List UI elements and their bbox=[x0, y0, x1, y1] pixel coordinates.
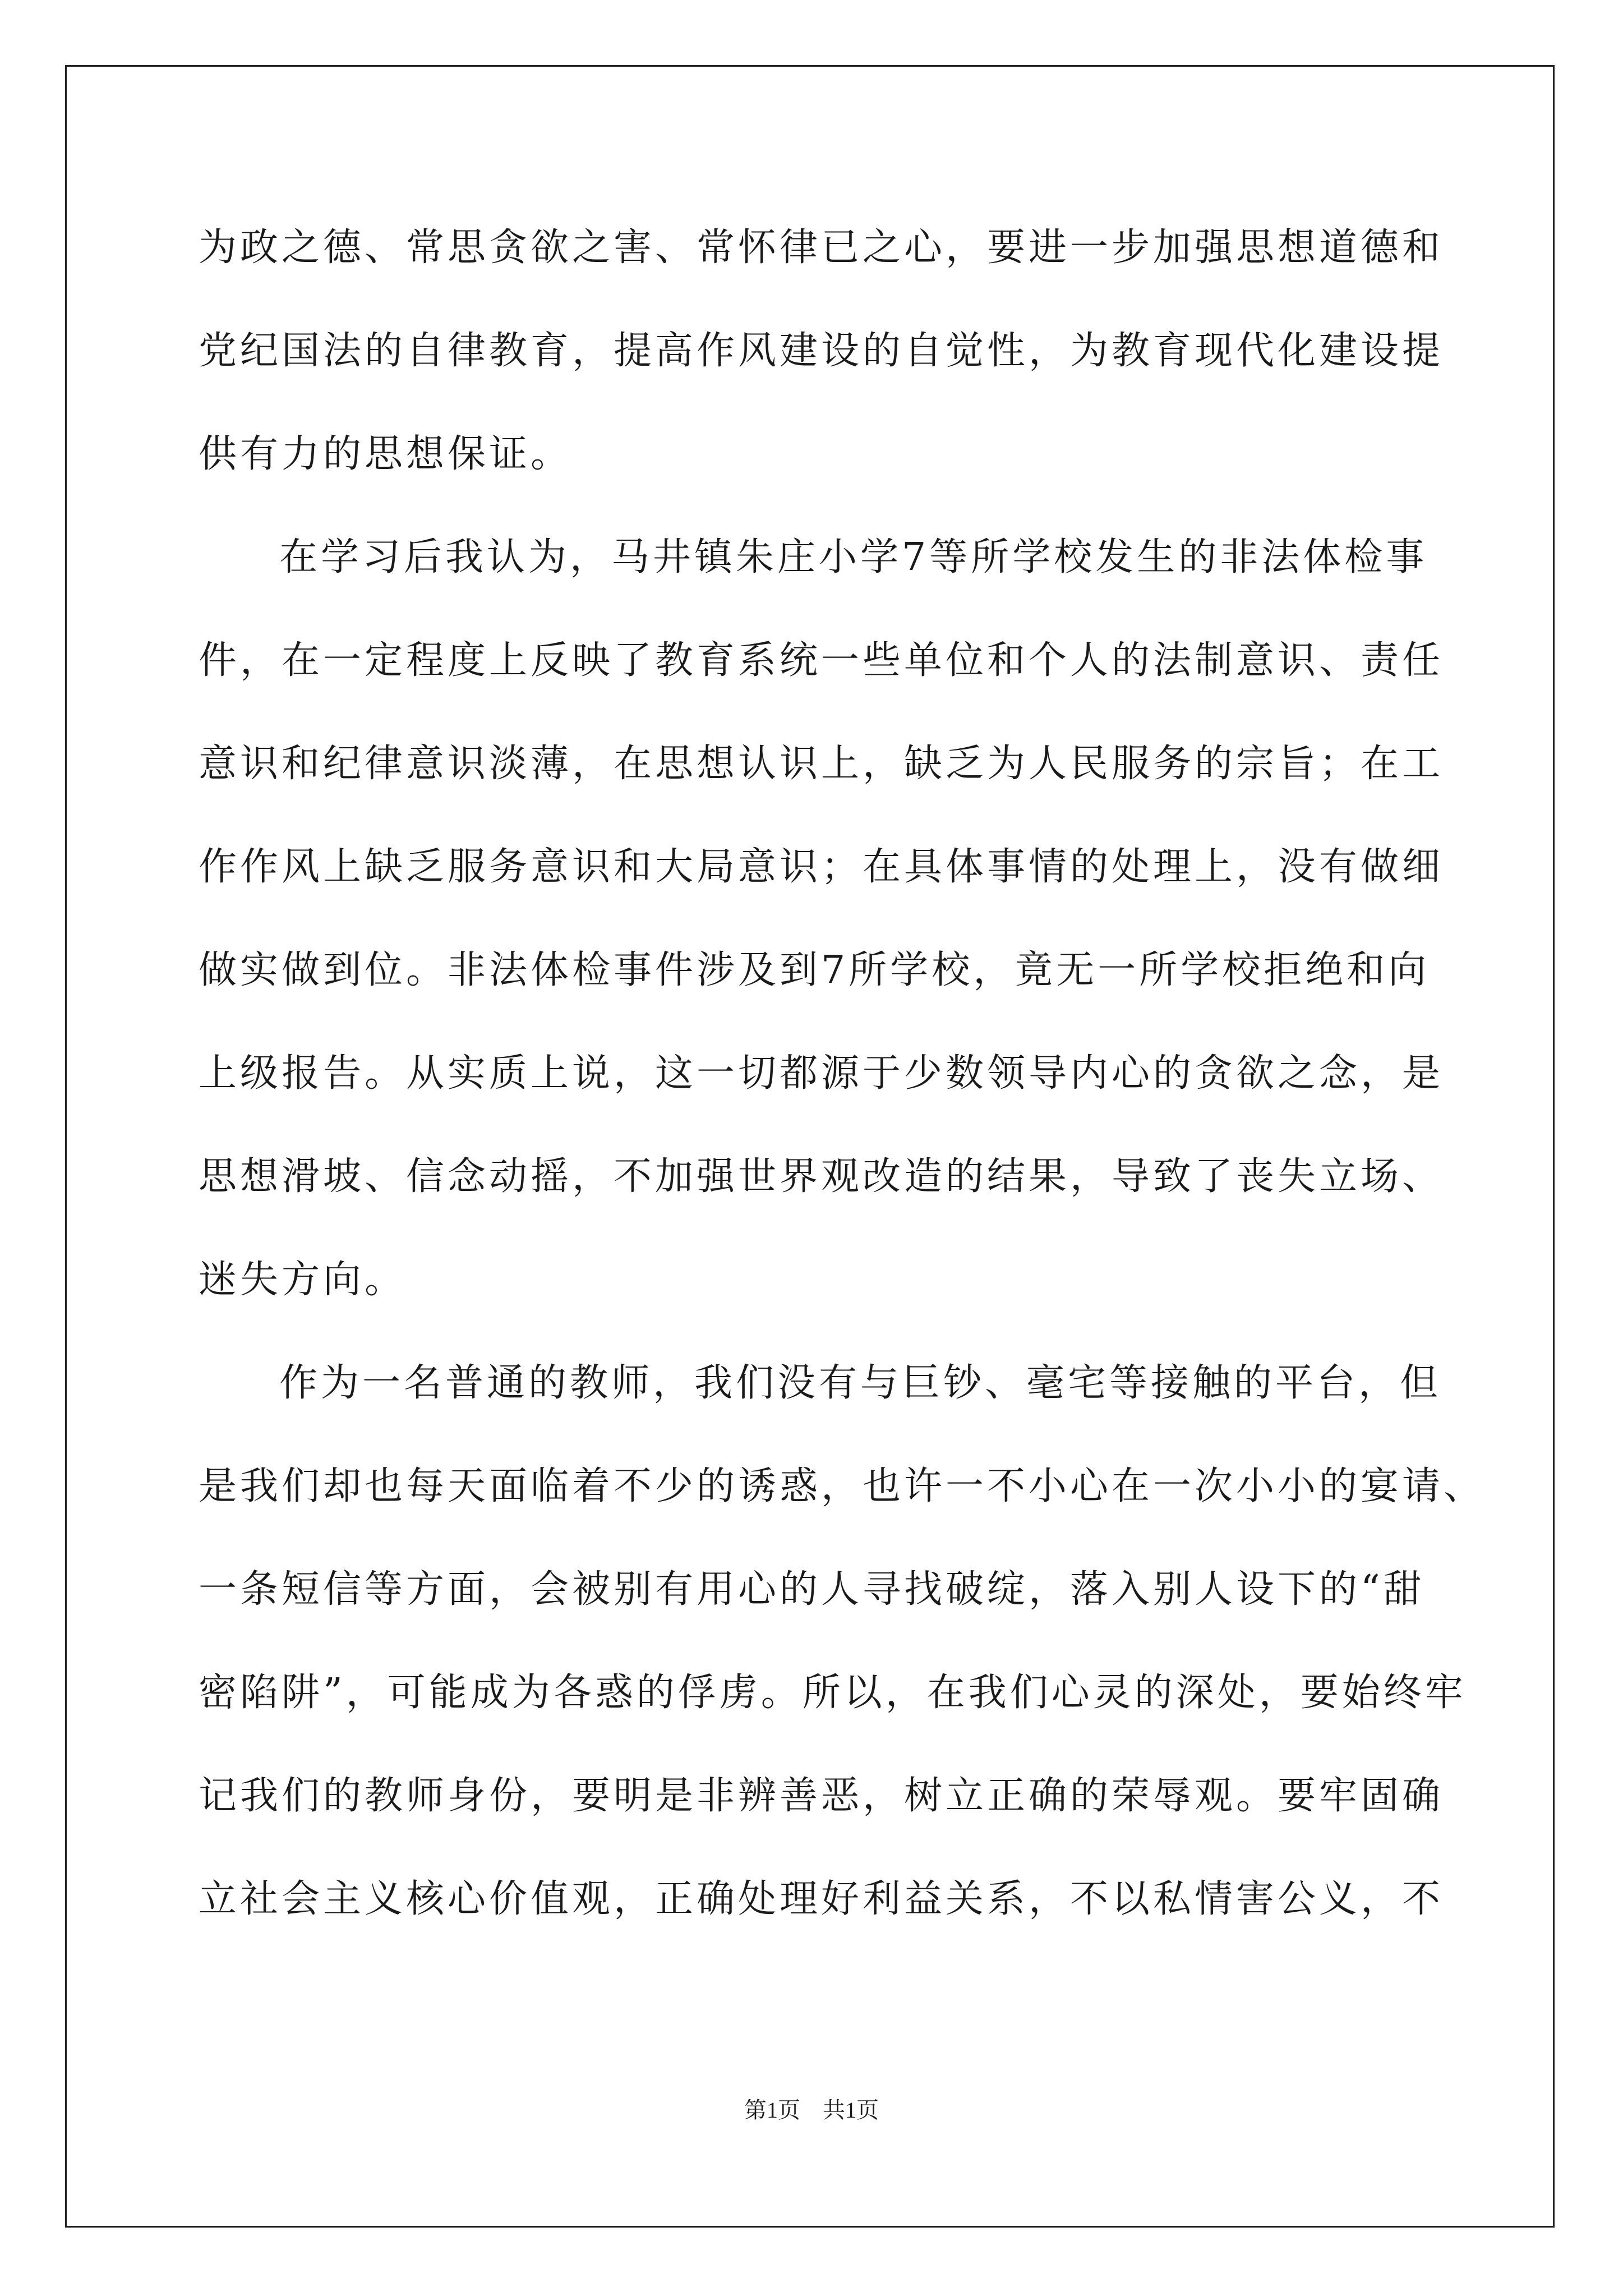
text-line: 意识和纪律意识淡薄，在思想认识上，缺乏为人民服务的宗旨；在工 bbox=[199, 742, 1444, 786]
text-line: 一条短信等方面，会被别有用心的人寻找破绽，落入别人设下的“甜 bbox=[199, 1567, 1425, 1612]
text-line: 密陷阱”，可能成为各惑的俘虏。所以，在我们心灵的深处，要始终牢 bbox=[199, 1671, 1467, 1715]
text-line: 是我们却也每天面临着不少的诱惑，也许一不小心在一次小小的宴请、 bbox=[199, 1464, 1486, 1508]
text-line: 党纪国法的自律教育，提高作风建设的自觉性，为教育现代化建设提 bbox=[199, 329, 1444, 373]
page-total: 共1页 bbox=[823, 2097, 879, 2123]
text-line: 作作风上缺乏服务意识和大局意识；在具体事情的处理上，没有做细 bbox=[199, 845, 1444, 889]
text-line: 思想滑坡、信念动摇，不加强世界观改造的结果，导致了丧失立场、 bbox=[199, 1154, 1444, 1199]
paragraph-first-line: 作为一名普通的教师，我们没有与巨钞、毫宅等接触的平台，但 bbox=[279, 1361, 1442, 1405]
page-current: 第1页 bbox=[744, 2097, 800, 2123]
text-line: 立社会主义核心价值观，正确处理好利益关系，不以私情害公义，不 bbox=[199, 1877, 1444, 1921]
text-line: 迷失方向。 bbox=[199, 1258, 407, 1302]
text-line: 记我们的教师身份，要明是非辨善恶，树立正确的荣辱观。要牢固确 bbox=[199, 1774, 1444, 1818]
text-line: 上级报告。从实质上说，这一切都源于少数领导内心的贪欲之念，是 bbox=[199, 1051, 1444, 1096]
page-number-footer bbox=[0, 2092, 1623, 2124]
text-line: 做实做到位。非法体检事件涉及到7所学校，竟无一所学校拒绝和向 bbox=[199, 948, 1430, 992]
paragraph-first-line: 在学习后我认为，马井镇朱庄小学7等所学校发生的非法体检事 bbox=[279, 535, 1428, 579]
text-line: 为政之德、常思贪欲之害、常怀律已之心，要进一步加强思想道德和 bbox=[199, 226, 1444, 270]
text-line: 件，在一定程度上反映了教育系统一些单位和个人的法制意识、责任 bbox=[199, 638, 1444, 683]
text-line: 供有力的思想保证。 bbox=[199, 432, 573, 476]
